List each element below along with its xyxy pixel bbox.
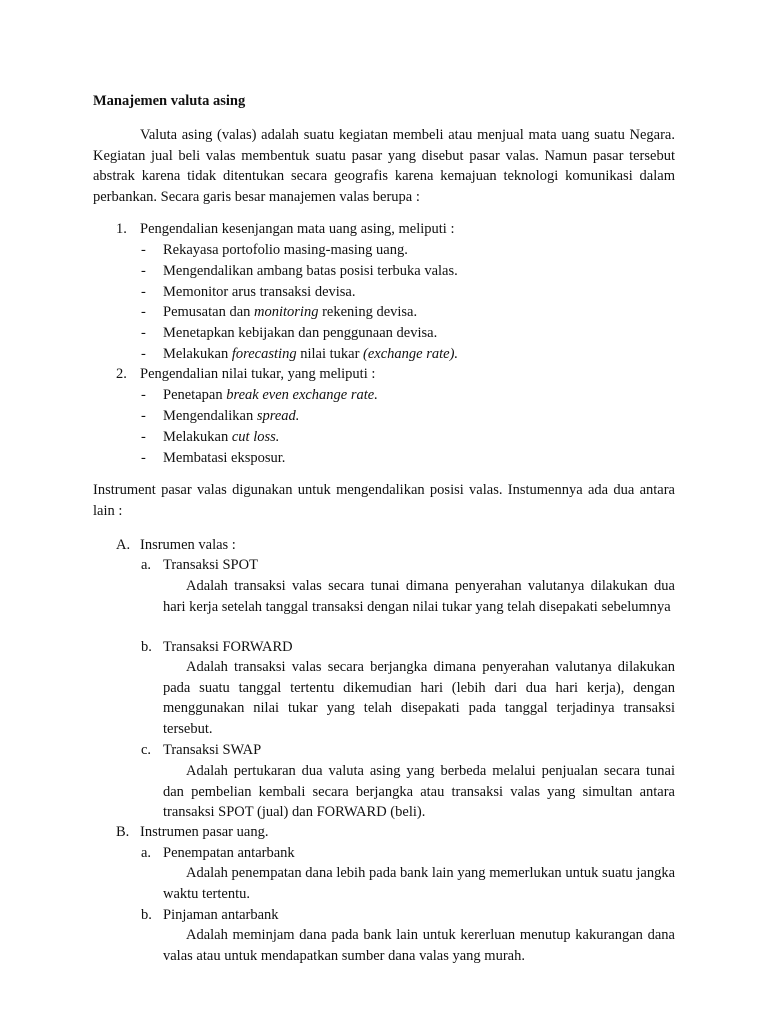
list1-item: Menetapkan kebijakan dan penggunaan devisa. (163, 325, 438, 341)
sub-title: Pinjaman antarbank (163, 907, 279, 923)
list1-item: Memonitor arus transaksi devisa. (163, 284, 356, 300)
dash: - (141, 387, 146, 403)
list2-item: Penetapan break even exchange rate. (163, 387, 378, 403)
dash: - (141, 304, 146, 320)
list2-item: Mengendalikan spread. (163, 408, 300, 424)
dash: - (141, 450, 146, 466)
dash: - (141, 325, 146, 341)
sectionB-letter: B. (116, 824, 130, 840)
sub-letter: b. (141, 907, 152, 923)
instrument-paragraph: Instrument pasar valas digunakan untuk mengendalikan posisi valas. Instumennya ada dua antara lain : (93, 482, 675, 519)
document-title: Manajemen valuta asing (93, 93, 246, 109)
sub-description: Adalah transaksi valas secara tunai dimana penyerahan valutanya dilakukan dua hari kerja setelah tanggal transaksi dengan nilai tukar yang telah disepakati sebelumnya (163, 578, 675, 615)
list1-item: Rekayasa portofolio masing-masing uang. (163, 242, 408, 258)
dash: - (141, 263, 146, 279)
dash: - (141, 242, 146, 258)
list1-number: 1. (116, 221, 127, 237)
list1-item: Mengendalikan ambang batas posisi terbuka valas. (163, 263, 458, 279)
sub-title: Transaksi SPOT (163, 557, 258, 573)
sub-description: Adalah transaksi valas secara berjangka dimana penyerahan valutanya dilakukan pada suatu tanggal tertentu dikemudian hari (lebih dari dua hari kerja), dengan menggunakan nilai tukar yang telah disepakati pada tanggal terjadinya transaksi tersebut. (163, 659, 675, 737)
sub-letter: a. (141, 557, 152, 573)
list2-item: Melakukan cut loss. (163, 429, 280, 445)
dash: - (141, 429, 146, 445)
sub-title: Penempatan antarbank (163, 845, 295, 861)
sectionB-heading: Instrumen pasar uang. (140, 824, 269, 840)
sub-letter: b. (141, 639, 152, 655)
dash: - (141, 346, 146, 362)
sub-title: Transaksi SWAP (163, 742, 262, 758)
list1-heading: Pengendalian kesenjangan mata uang asing, meliputi : (140, 221, 455, 237)
sub-description: Adalah penempatan dana lebih pada bank lain yang memerlukan untuk suatu jangka waktu tertentu. (163, 865, 675, 902)
sub-description: Adalah pertukaran dua valuta asing yang berbeda melalui penjualan secara tunai dan pembelian kembali secara berjangka atau transaksi valas yang simultan antara transaksi SPOT (jual) dan FORWARD (beli). (163, 763, 675, 821)
sectionA-letter: A. (116, 537, 131, 553)
dash: - (141, 284, 146, 300)
list1-item: Melakukan forecasting nilai tukar (exchange rate). (163, 346, 459, 362)
sub-description: Adalah meminjam dana pada bank lain untuk kererluan menutup kakurangan dana valas atau untuk mendapatkan sumber dana valas yang murah. (163, 927, 675, 964)
sectionA-heading: Insrumen valas : (140, 537, 236, 553)
sub-letter: c. (141, 742, 152, 758)
list2-item: Membatasi eksposur. (163, 450, 286, 466)
sub-title: Transaksi FORWARD (163, 639, 293, 655)
list2-heading: Pengendalian nilai tukar, yang meliputi : (140, 366, 376, 382)
list1-item: Pemusatan dan monitoring rekening devisa. (163, 304, 418, 320)
intro-paragraph: Valuta asing (valas) adalah suatu kegiatan membeli atau menjual mata uang suatu Negara. Kegiatan jual beli valas membentuk suatu pasar yang disebut pasar valas. Namun pasar tersebut abstrak karena tidak ditentukan secara geografis karena kemajuan teknologi komunikasi dalam perbankan. Secara garis besar manajemen valas berupa : (93, 127, 675, 205)
dash: - (141, 408, 146, 424)
sub-letter: a. (141, 845, 152, 861)
list2-number: 2. (116, 366, 127, 382)
